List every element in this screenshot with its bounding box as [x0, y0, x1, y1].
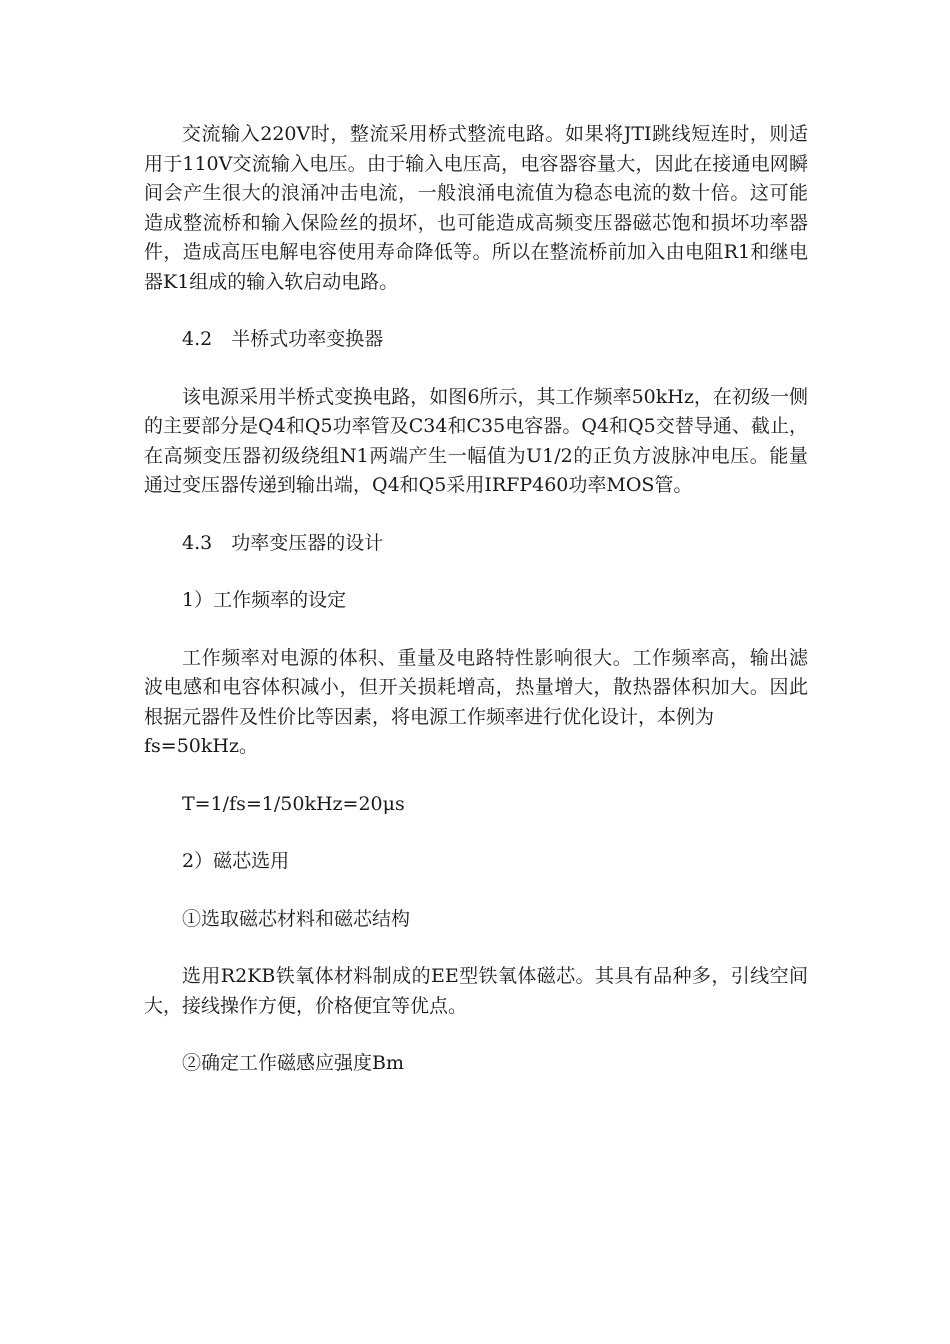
- section-heading-4-2: 4.2 半桥式功率变换器: [182, 328, 384, 350]
- subheading-working-frequency: 1）工作频率的设定: [182, 589, 347, 611]
- paragraph-frequency-main: 工作频率对电源的体积、重量及电路特性影响很大。工作频率高，输出滤波电感和电容体积减小，但开关损耗增高，热量增大，散热器体积加大。因此根据元器件及性价比等因素，将电源工作频率进行优化设计，本例为: [144, 646, 808, 728]
- paragraph-input-rectifier: 交流输入220V时，整流采用桥式整流电路。如果将JTI跳线短连时，则适用于110V交流输入电压。由于输入电压高，电容器容量大，因此在接通电网瞬间会产生很大的浪涌冲击电流，一般浪涌电流值为稳态电流的数十倍。这可能造成整流桥和输入保险丝的损坏，也可能造成高频变压器磁芯饱和损坏功率器件，造成高压电解电容使用寿命降低等。所以在整流桥前加入由电阻R1和继电器K1组成的输入软启动电路。: [144, 123, 808, 293]
- document-body: [144, 120, 808, 1107]
- section-heading-4-3: 4.3 功率变压器的设计: [182, 531, 384, 554]
- paragraph-frequency-tail: fs=50kHz。: [144, 735, 258, 757]
- formula-period: T=1/fs=1/50kHz=20μs: [182, 792, 405, 815]
- paragraph-frequency: [144, 644, 808, 762]
- subheading-flux-density: ②确定工作磁感应强度Bm: [182, 1052, 404, 1074]
- paragraph-core-material: 选用R2KB铁氧体材料制成的EE型铁氧体磁芯。其具有品种多，引线空间大，接线操作方便，价格便宜等优点。: [144, 965, 808, 1017]
- paragraph-half-bridge: 该电源采用半桥式变换电路，如图6所示，其工作频率50kHz，在初级一侧的主要部分是Q4和Q5功率管及C34和C35电容器。Q4和Q5交替导通、截止，在高频变压器初级绕组N1两端产生一幅值为U1/2的正负方波脉冲电压。能量通过变压器传递到输出端，Q4和Q5采用IRFP460功率MOS管。: [144, 385, 808, 496]
- subheading-core-selection: 2）磁芯选用: [182, 850, 290, 872]
- subheading-core-material: ①选取磁芯材料和磁芯结构: [182, 907, 411, 930]
